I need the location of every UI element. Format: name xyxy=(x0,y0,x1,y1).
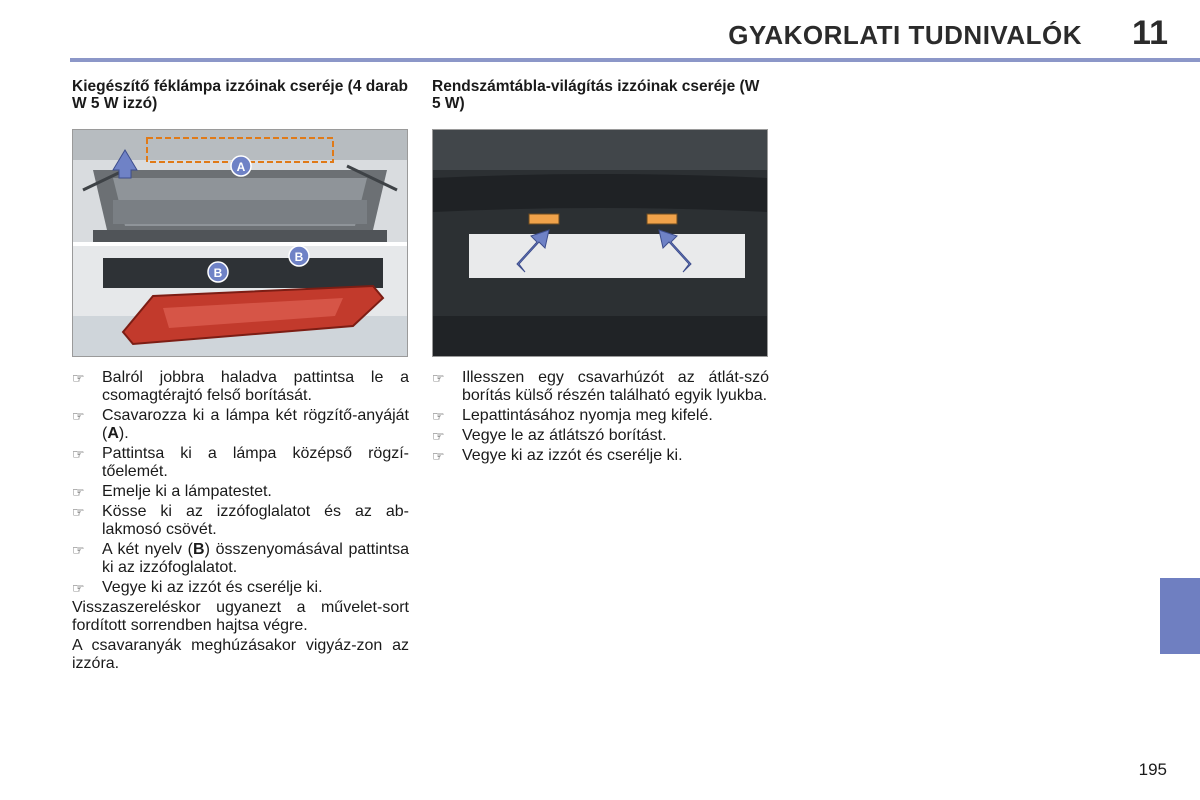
page-number: 195 xyxy=(1138,760,1167,779)
brake-lamp-figure xyxy=(73,130,407,356)
pointing-hand-icon: ☞ xyxy=(72,484,85,500)
plate-light-steps xyxy=(432,369,769,465)
pointing-hand-icon: ☞ xyxy=(432,370,445,386)
list-item: ☞ Vegye ki az izzót és cserélje ki. xyxy=(72,579,323,596)
plate-light-illustration xyxy=(432,129,768,357)
pointing-hand-icon: ☞ xyxy=(72,542,85,558)
pointing-hand-icon: ☞ xyxy=(72,580,85,596)
pointing-hand-icon: ☞ xyxy=(72,370,85,386)
label-a: A xyxy=(236,160,246,174)
list-item: ☞ Pattintsa ki a lámpa középső rögzí-tőelemét. xyxy=(72,445,409,480)
pointing-hand-icon: ☞ xyxy=(72,408,85,424)
list-item: ☞ Balról jobbra haladva pattintsa le a csomagtérajtó felső borítását. xyxy=(72,369,409,404)
pointing-hand-icon: ☞ xyxy=(432,428,445,444)
section-heading: Rendszámtábla-világítás izzóinak cseréje (W 5 W) xyxy=(432,78,760,112)
list-item: ☞ Lepattintásához nyomja meg kifelé. xyxy=(432,407,713,424)
license-plate-light-section xyxy=(432,78,769,467)
pointing-hand-icon: ☞ xyxy=(72,446,85,462)
chapter-tab xyxy=(1160,578,1200,654)
list-item: ☞ Emelje ki a lámpatestet. xyxy=(72,483,272,500)
reassembly-note: Visszaszereléskor ugyanezt a művelet-sort fordított sorrendben hajtsa végre. xyxy=(72,599,409,634)
brake-light-steps xyxy=(72,369,409,597)
pointing-hand-icon: ☞ xyxy=(432,448,445,464)
brake-lamp-illustration xyxy=(72,129,408,357)
list-item: ☞ Illesszen egy csavarhúzót az átlát-szó borítás külső részén található egyik lyukba. xyxy=(432,369,769,404)
pointing-hand-icon: ☞ xyxy=(72,504,85,520)
caution-note: A csavaranyák meghúzásakor vigyáz-zon az izzóra. xyxy=(72,637,409,672)
label-b-left: B xyxy=(213,266,223,280)
plate-light-figure xyxy=(433,130,767,356)
brake-light-section xyxy=(72,78,409,675)
list-item: ☞ Kösse ki az izzófoglalatot és az ab-lakmosó csövét. xyxy=(72,503,409,538)
list-item: ☞ Vegye ki az izzót és cserélje ki. xyxy=(432,447,683,464)
list-item: ☞ A két nyelv (B) összenyomásával pattintsa ki az izzófoglalatot. xyxy=(72,541,409,576)
list-item: ☞ Csavarozza ki a lámpa két rögzítő-anyáját (A). xyxy=(72,407,409,442)
pointing-hand-icon: ☞ xyxy=(432,408,445,424)
section-heading: Kiegészítő féklámpa izzóinak cseréje (4 darab W 5 W izzó) xyxy=(72,78,408,112)
label-b-right: B xyxy=(294,250,304,264)
chapter-number: 11 xyxy=(1132,14,1168,52)
list-item: ☞ Vegye le az átlátszó borítást. xyxy=(432,427,667,444)
page-title: GYAKORLATI TUDNIVALÓK xyxy=(728,20,1082,50)
header-divider xyxy=(70,58,1200,62)
